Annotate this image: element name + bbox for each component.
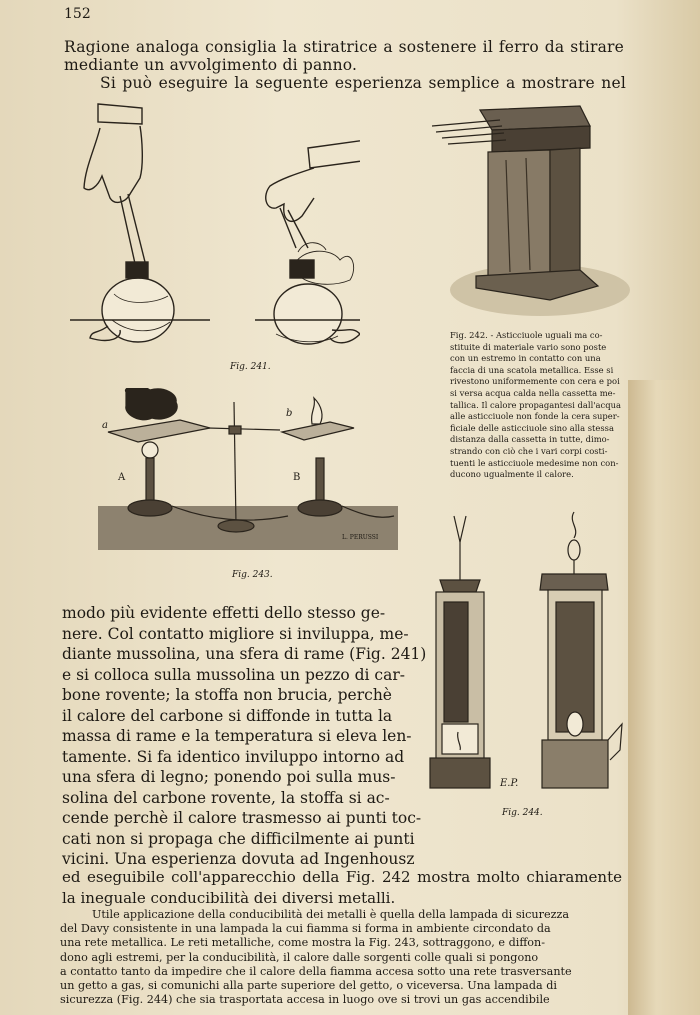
fig-242-caption-line: ducono ugualmente il calore. (450, 469, 574, 480)
intro-line: Si può eseguire la seguente esperienza semplice a mostrare nel (100, 74, 626, 92)
column-line: una sfera di legno; ponendo poi sulla mus- (62, 768, 396, 786)
column-line: vicini. Una esperienza dovuta ad Ingenhousz (62, 850, 415, 868)
figure-241-illustration (70, 98, 360, 360)
column-line: modo più evidente effetti dello stesso ge- (62, 604, 386, 622)
fig-242-caption-line: alle asticciuole non fonde la cera super- (450, 411, 620, 422)
column-line: e si colloca sulla mussolina un pezzo di car- (62, 665, 406, 684)
small-print-line: una rete metallica. Le reti metalliche, come mostra la Fig. 243, sottraggono, e diffon- (60, 936, 546, 950)
full-width-line: la ineguale conducibilità dei diversi metalli. (62, 888, 396, 907)
column-line: bone rovente; la stoffa non brucia, perchè (62, 686, 392, 704)
fig-242-caption-line: strando con ciò che i vari corpi costi- (450, 446, 608, 456)
column-line: cati non si propaga che difficilmente ai punti (62, 829, 415, 848)
fig-242-caption-line: tuenti le asticciuole medesime non con- (450, 457, 619, 468)
column-line: cende perchè il calore trasmesso ai punti toc- (62, 809, 422, 827)
fig-242-caption-line: distanza dalla cassetta in tutte, dimo- (450, 434, 610, 445)
fig-242-caption-line: si versa acqua calda nella cassetta me- (450, 388, 616, 398)
figure-242-illustration (430, 100, 630, 322)
small-print-line: dono agli estremi, per la conducibilità, il calore dalle sorgenti colle quali si pongono (60, 950, 539, 964)
fig-243-label-b: b (286, 408, 293, 419)
fig-242-caption-line: stituite di materiale vario sono poste (450, 341, 607, 352)
column-line: massa di rame e la temperatura si eleva len- (62, 727, 412, 745)
fig-243-caption: Fig. 243. (232, 570, 273, 580)
fig-243-label-B: B (293, 472, 301, 483)
fig-242-caption-line: tallica. Il calore propagantesi dall'acqua (450, 399, 621, 410)
column-line: nere. Col contatto migliore si inviluppa, me- (62, 624, 409, 643)
fig-243-label-a: a (102, 420, 108, 431)
small-print-line: del Davy consistente in una lampada la cui fiamma si forma in ambiente circondato da (60, 922, 551, 936)
column-line: tamente. Si fa identico inviluppo intorno ad (62, 747, 405, 766)
full-width-line: ed eseguibile coll'apparecchio della Fig. 242 mostra molto chiaramente (62, 868, 622, 886)
fig-242-caption-line: ficiale delle asticciuole sino alla stessa (450, 422, 614, 433)
fig-244-engraver-signature: E.P. (500, 778, 519, 789)
small-print-line: sicurezza (Fig. 244) che sia trasportata accesa in luogo ove si trovi un gas accendibile (60, 993, 550, 1007)
small-print-line: Utile applicazione della conducibilità dei metalli è quella della lampada di sicurezza (92, 908, 570, 921)
fig-243-engraver-signature: L. PERUSSI (342, 534, 379, 541)
fig-242-caption-line: con un estremo in contatto con una (450, 353, 601, 364)
intro-line: mediante un avvolgimento di panno. (64, 56, 358, 74)
figure-243-illustration (98, 388, 398, 552)
fig-242-caption-line: rivestono uniformemente con cera e poi (450, 376, 620, 387)
fig-242-caption-line: faccia di una scatola metallica. Esse si (450, 364, 614, 375)
fig-242-caption-line: Fig. 242. - Asticciuole uguali ma co- (450, 330, 603, 340)
fig-244-caption: Fig. 244. (502, 808, 543, 818)
page-number: 152 (64, 6, 91, 22)
figure-244-illustration (424, 510, 624, 800)
fig-241-caption: Fig. 241. (230, 362, 271, 372)
page-fold-shadow (628, 380, 700, 1015)
column-line: diante mussolina, una sfera di rame (Fig. 241) (62, 645, 427, 663)
small-print-line: un getto a gas, si comunichi alla parte superiore del getto, o viceversa. Una lampada di (60, 979, 557, 992)
intro-line: Ragione analoga consiglia la stiratrice a sostenere il ferro da stirare (64, 38, 624, 56)
column-line: solina del carbone rovente, la stoffa si ac- (62, 788, 390, 807)
fig-243-label-A: A (118, 472, 126, 483)
column-line: il calore del carbone si diffonde in tutta la (62, 706, 393, 725)
small-print-line: a contatto tanto da impedire che il calore della fiamma accesa sotto una rete trasversante (60, 964, 572, 978)
